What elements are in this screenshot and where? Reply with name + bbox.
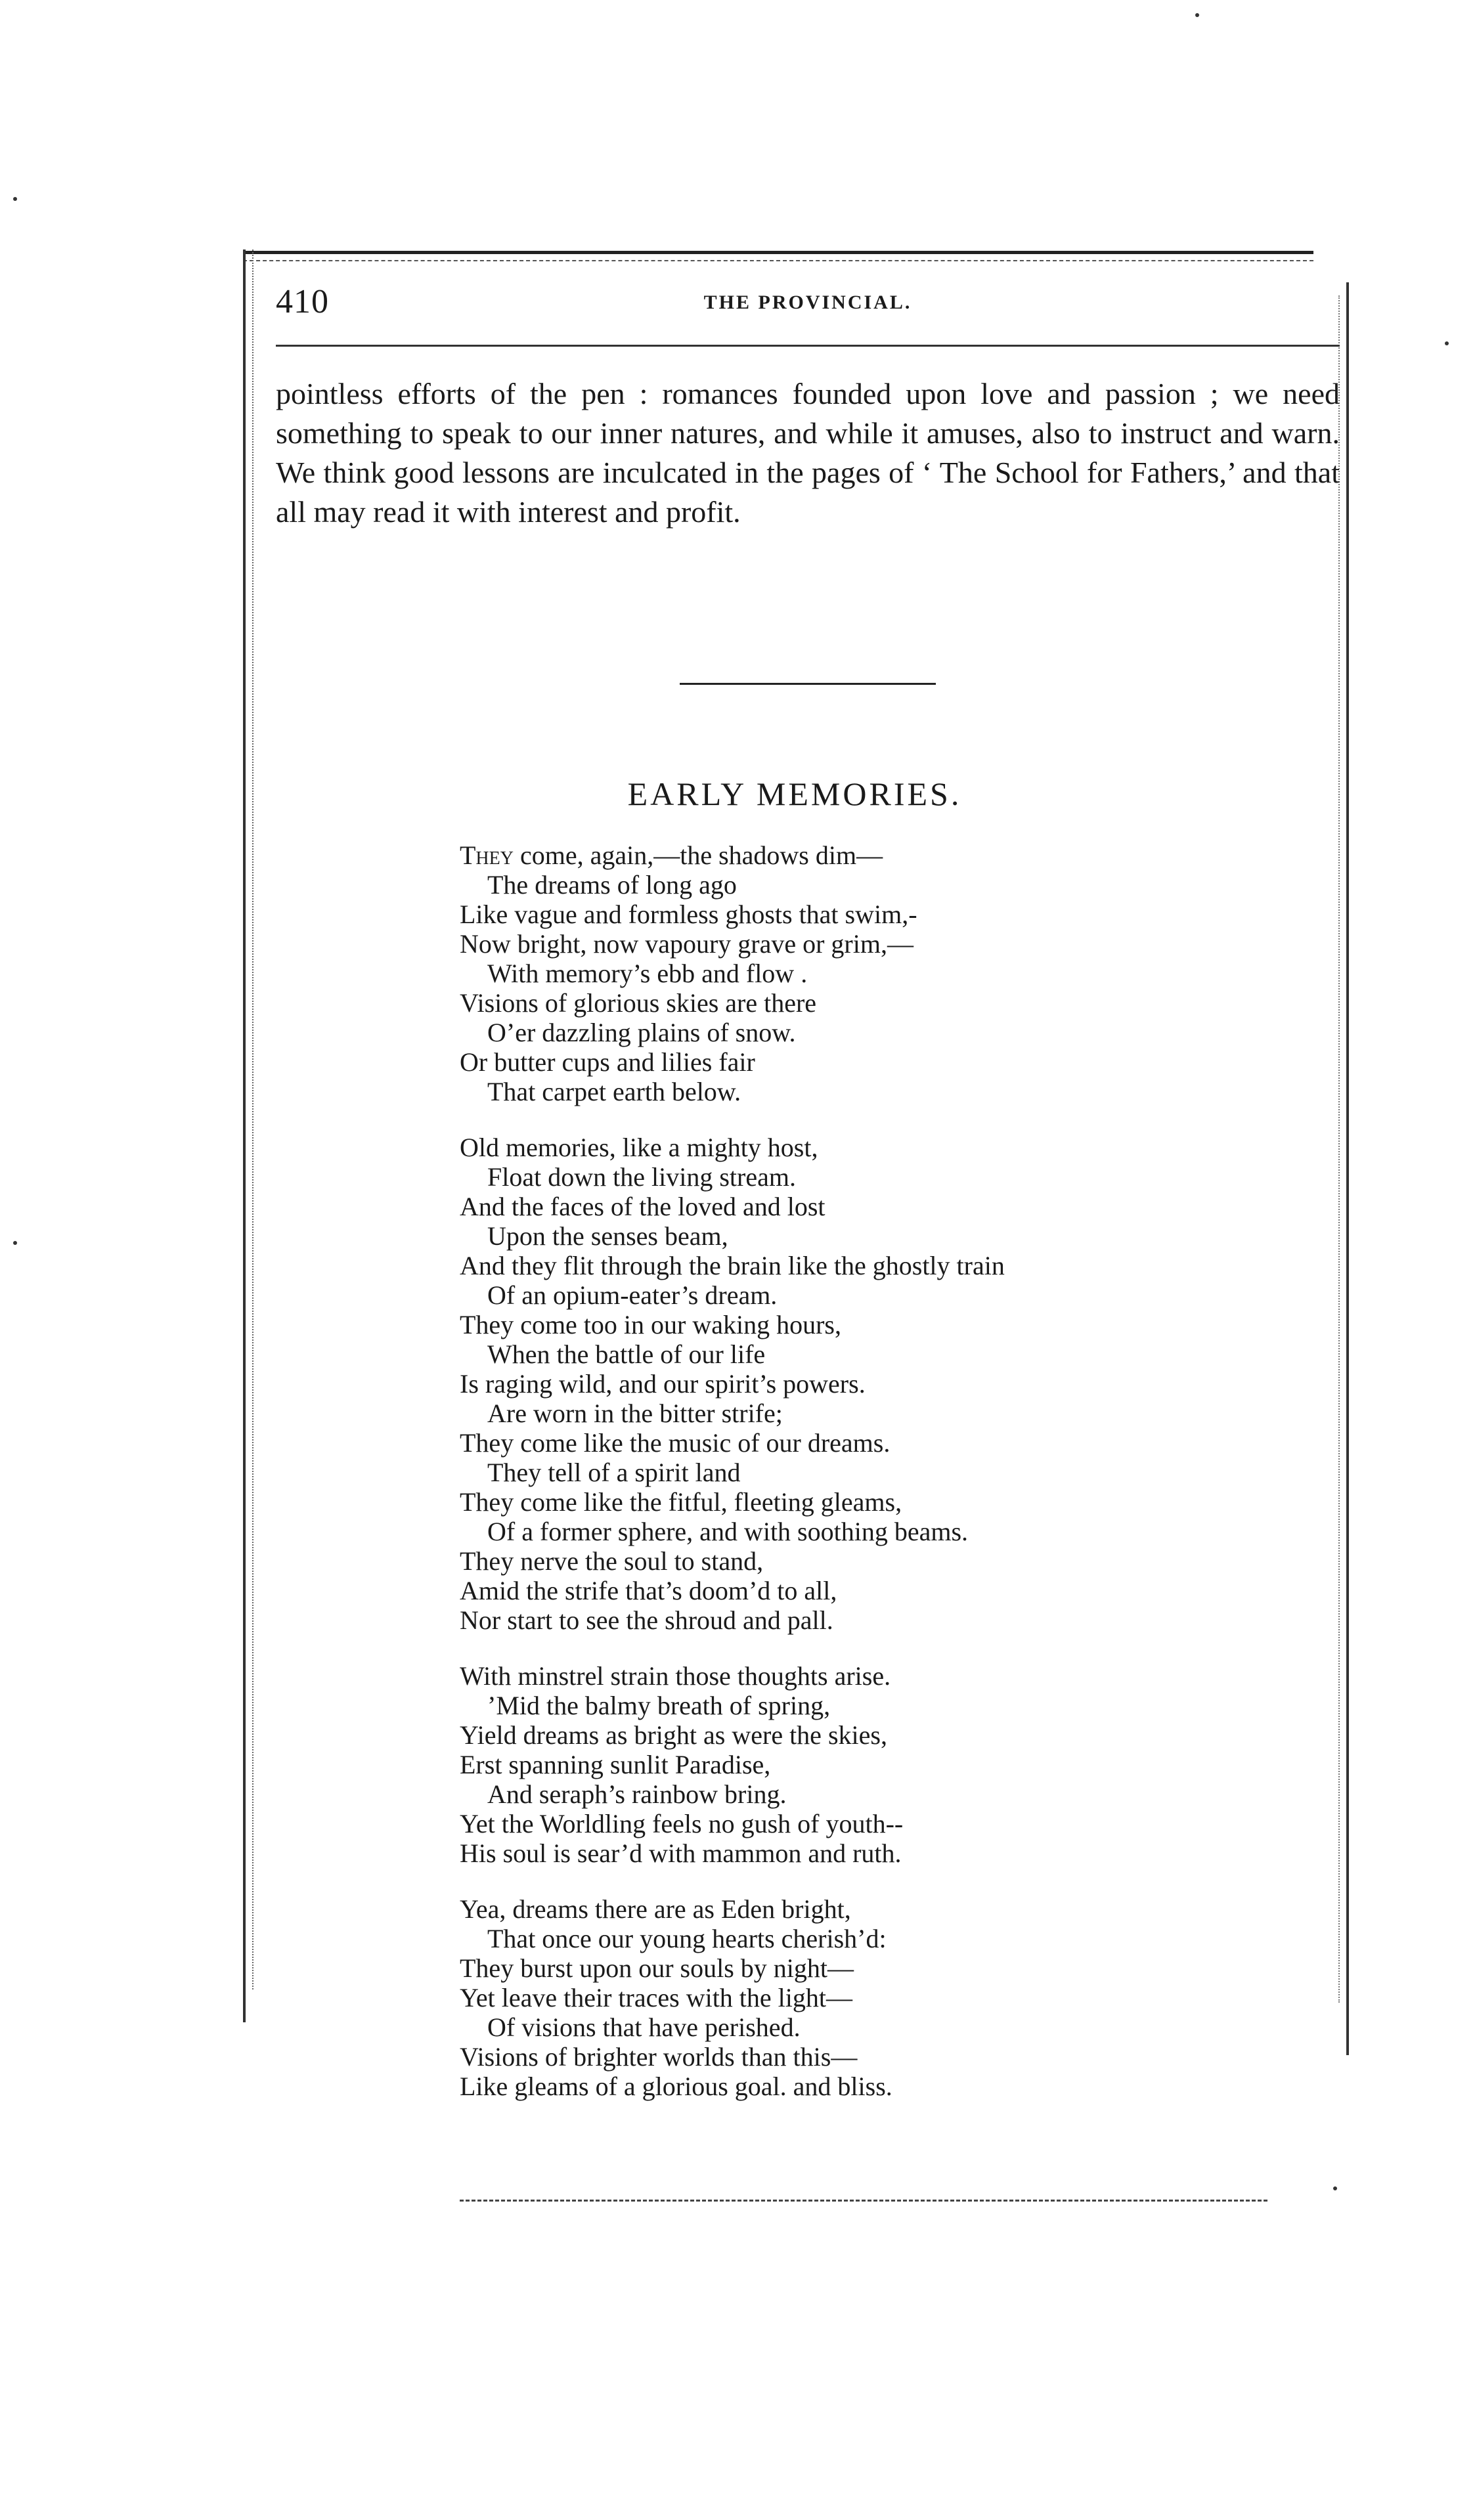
poem-line: Yet the Worldling feels no gush of youth--: [460, 1809, 904, 1838]
running-head: THE PROVINCIAL.: [703, 292, 912, 313]
left-border: [243, 250, 246, 2022]
poem-line: Of a former sphere, and with soothing beams.: [487, 1517, 969, 1546]
poem-line: Or butter cups and lilies fair: [460, 1047, 755, 1077]
right-border-secondary: [1338, 295, 1340, 2003]
top-rule: [243, 251, 1313, 254]
print-speck: [13, 197, 17, 201]
prose-paragraph: [276, 374, 1340, 532]
print-speck: [1195, 13, 1199, 17]
poem-line: That once our young hearts cherish’d:: [487, 1924, 887, 1953]
prose-text: pointless efforts of the pen : romances founded upon love and passion ; we need something to speak to our inner natures, and while it amuses, also to instruct and warn. We think good lessons are inculcated in the pages of ‘ The School for Fathers,’ and that all may read it with interest and profit.: [276, 377, 1340, 529]
poem-line: Old memories, like a mighty host,: [460, 1133, 818, 1162]
poem-line: They come like the music of our dreams.: [460, 1428, 891, 1458]
poem-line: Are worn in the bitter strife;: [487, 1399, 783, 1428]
poem-line: O’er dazzling plains of snow.: [487, 1018, 796, 1047]
poem-line: ’Mid the balmy breath of spring,: [487, 1691, 831, 1720]
poem-line: They come too in our waking hours,: [460, 1310, 841, 1339]
poem-line: Nor start to see the shroud and pall.: [460, 1605, 833, 1635]
section-divider: [680, 683, 936, 685]
top-rule-secondary: [243, 260, 1313, 261]
poem-line: Like gleams of a glorious goal. and bliss.: [460, 2072, 892, 2101]
poem-line: Yet leave their traces with the light—: [460, 1983, 853, 2012]
poem-line: Is raging wild, and our spirit’s powers.: [460, 1369, 866, 1399]
page-frame: [243, 243, 1346, 2226]
poem-body: [460, 840, 1248, 2127]
poem-line: They burst upon our souls by night—: [460, 1953, 854, 1983]
poem-stanza: [460, 1661, 1248, 1868]
poem-line: When the battle of our life: [487, 1339, 766, 1369]
poem-line: His soul is sear’d with mammon and ruth.: [460, 1838, 902, 1868]
poem-stanza: [460, 1133, 1248, 1635]
poem-line: Visions of glorious skies are there: [460, 988, 817, 1018]
bottom-rule: [460, 2200, 1267, 2202]
poem-line: Float down the living stream.: [487, 1162, 796, 1192]
poem-line: Amid the strife that’s doom’d to all,: [460, 1576, 837, 1605]
poem-line: Upon the senses beam,: [487, 1221, 728, 1251]
poem-line: Of visions that have perished.: [487, 2012, 801, 2042]
poem-line: Of an opium-eater’s dream.: [487, 1280, 778, 1310]
poem-line: Like vague and formless ghosts that swim,-: [460, 900, 917, 929]
poem-stanza: [460, 840, 1248, 1106]
poem-line: They come like the fitful, fleeting gleams,: [460, 1487, 902, 1517]
poem-line: That carpet earth below.: [487, 1077, 741, 1106]
print-speck: [13, 1241, 17, 1245]
header-rule: [276, 345, 1340, 347]
poem-line: They nerve the soul to stand,: [460, 1546, 764, 1576]
poem-title: EARLY MEMORIES.: [627, 775, 962, 812]
right-border: [1346, 282, 1349, 2055]
poem-line: They tell of a spirit land: [487, 1458, 741, 1487]
poem-line: With memory’s ebb and flow .: [487, 959, 808, 988]
print-speck: [1445, 341, 1449, 345]
poem-line: They come, again,—the shadows dim—: [460, 840, 883, 870]
page-header: [276, 282, 1340, 328]
poem-line: With minstrel strain those thoughts arise.: [460, 1661, 891, 1691]
print-speck: [1333, 2186, 1337, 2190]
poem-line: And the faces of the loved and lost: [460, 1192, 826, 1221]
poem-line: Yield dreams as bright as were the skies,: [460, 1720, 887, 1750]
poem-line: The dreams of long ago: [487, 870, 737, 900]
poem-stanza: [460, 1894, 1248, 2101]
poem-line: Visions of brighter worlds than this—: [460, 2042, 858, 2072]
poem-line: Erst spanning sunlit Paradise,: [460, 1750, 771, 1779]
poem-line: And seraph’s rainbow bring.: [487, 1779, 787, 1809]
poem-line: Yea, dreams there are as Eden bright,: [460, 1894, 851, 1924]
left-border-secondary: [252, 250, 253, 1989]
poem-line: Now bright, now vapoury grave or grim,—: [460, 929, 914, 959]
poem-line: And they flit through the brain like the ghostly train: [460, 1251, 1005, 1280]
page-number: 410: [276, 283, 329, 320]
